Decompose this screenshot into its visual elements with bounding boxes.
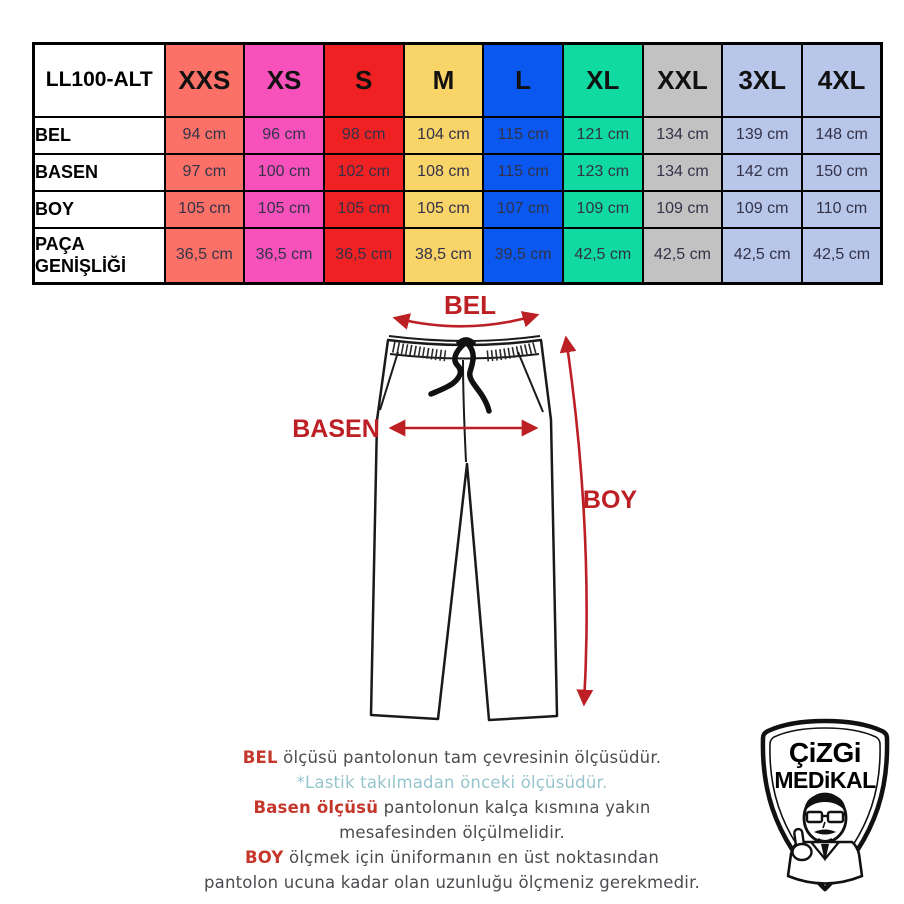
boy-definition-2: pantolon ucuna kadar olan uzunluğu ölçmeniz gerekmedir. [204, 873, 700, 892]
cell-paca-xs: 36,5 cm [244, 228, 324, 284]
boy-definition-1: ölçmek için üniformanın en üst noktasından [283, 848, 659, 867]
bel-term: BEL [242, 748, 278, 767]
cell-bel-xl: 121 cm [563, 117, 643, 154]
bel-definition: ölçüsü pantolonun tam çevresinin ölçüsüdür. [277, 748, 662, 767]
lastik-note: *Lastik takılmadan önceki ölçüsüdür. [296, 773, 608, 792]
cell-bel-l: 115 cm [483, 117, 563, 154]
cell-basen-xl: 123 cm [563, 154, 643, 191]
cell-bel-xs: 96 cm [244, 117, 324, 154]
cell-paca-l: 39,5 cm [483, 228, 563, 284]
table-row-bel [34, 117, 882, 154]
size-header-xxs: XXS [165, 44, 245, 117]
cell-boy-xxs: 105 cm [165, 191, 245, 228]
cell-basen-xxl: 134 cm [643, 154, 723, 191]
cell-basen-xxs: 97 cm [165, 154, 245, 191]
cell-paca-xl: 42,5 cm [563, 228, 643, 284]
cell-bel-4xl: 148 cm [802, 117, 882, 154]
cell-paca-4xl: 42,5 cm [802, 228, 882, 284]
cell-boy-l: 107 cm [483, 191, 563, 228]
cell-boy-xl: 109 cm [563, 191, 643, 228]
size-header-l: L [483, 44, 563, 117]
size-header-xl: XL [563, 44, 643, 117]
cell-basen-m: 108 cm [404, 154, 484, 191]
size-header-m: M [404, 44, 484, 117]
cell-boy-xs: 105 cm [244, 191, 324, 228]
table-row-boy [34, 191, 882, 228]
cell-paca-xxl: 42,5 cm [643, 228, 723, 284]
cell-bel-s: 98 cm [324, 117, 404, 154]
cell-bel-m: 104 cm [404, 117, 484, 154]
cell-basen-l: 115 cm [483, 154, 563, 191]
logo-word-medikal: MEDiKAL [774, 767, 876, 793]
cizgi-medikal-logo [748, 712, 902, 898]
cell-paca-3xl: 42,5 cm [722, 228, 802, 284]
cell-boy-4xl: 110 cm [802, 191, 882, 228]
cell-boy-xxl: 109 cm [643, 191, 723, 228]
cell-boy-3xl: 109 cm [722, 191, 802, 228]
cell-basen-s: 102 cm [324, 154, 404, 191]
size-header-xxl: XXL [643, 44, 723, 117]
row-label-boy: BOY [34, 191, 165, 228]
cell-paca-m: 38,5 cm [404, 228, 484, 284]
row-label-basen: BASEN [34, 154, 165, 191]
boy-arrow [566, 338, 587, 704]
size-header-xs: XS [244, 44, 324, 117]
size-header-3xl: 3XL [722, 44, 802, 117]
cell-boy-s: 105 cm [324, 191, 404, 228]
basen-diagram-label: BASEN [292, 415, 380, 443]
cell-boy-m: 105 cm [404, 191, 484, 228]
size-header-s: S [324, 44, 404, 117]
boy-term: BOY [245, 848, 284, 867]
size-table [32, 42, 883, 285]
table-row-basen [34, 154, 882, 191]
size-header-4xl: 4XL [802, 44, 882, 117]
bel-diagram-label: BEL [444, 290, 496, 320]
basen-definition-1: pantolonun kalça kısmına yakın [378, 798, 651, 817]
model-code: LL100-ALT [34, 44, 165, 117]
cell-paca-s: 36,5 cm [324, 228, 404, 284]
basen-definition-2: mesafesinden ölçülmelidir. [339, 823, 565, 842]
row-label-bel: BEL [34, 117, 165, 154]
cell-basen-xs: 100 cm [244, 154, 324, 191]
pants-measurement-diagram [0, 283, 904, 735]
row-label-paca: PAÇA GENİŞLİĞİ [34, 228, 165, 284]
cell-bel-3xl: 139 cm [722, 117, 802, 154]
boy-diagram-label: BOY [582, 486, 638, 514]
cell-bel-xxs: 94 cm [165, 117, 245, 154]
cell-bel-xxl: 134 cm [643, 117, 723, 154]
basen-term: Basen ölçüsü [253, 798, 379, 817]
table-row-paca [34, 228, 882, 284]
cell-basen-4xl: 150 cm [802, 154, 882, 191]
logo-word-cizgi: ÇiZGi [788, 737, 862, 768]
cell-basen-3xl: 142 cm [722, 154, 802, 191]
cell-paca-xxs: 36,5 cm [165, 228, 245, 284]
